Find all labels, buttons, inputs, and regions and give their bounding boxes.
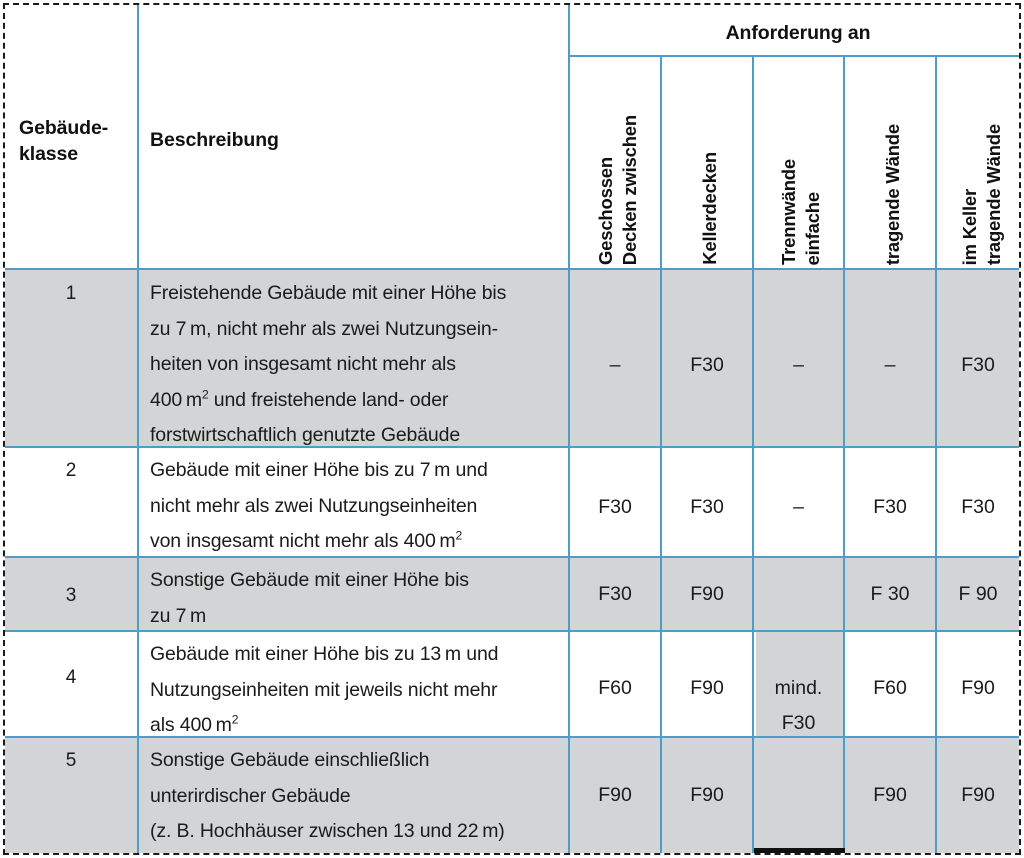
beschreibung-line: Nutzungseinheiten mit jeweils nicht mehr (150, 678, 498, 701)
hrule-under-anforderung-group (568, 55, 1019, 57)
cell-tragende-waende-im-keller-row-2: F30 (961, 496, 995, 518)
column-header-einfache-trennwaende-line2: Trennwände (778, 159, 799, 265)
column-header-beschreibung: Beschreibung (150, 129, 279, 151)
beschreibung-line: (z. B. Hochhäuser zwischen 13 und 22 m) (150, 820, 505, 842)
merged-value-line1: mind. (774, 677, 823, 699)
cell-kellerdecken-row-3: F90 (690, 583, 724, 605)
cell-tragende-waende-im-keller-row-4: F90 (961, 677, 995, 699)
column-header-tragende-waende-im-keller-line2: im Keller (958, 188, 980, 265)
cell-einfache-trennwaende-row-2: – (793, 496, 804, 518)
cell-tragende-waende-row-1: – (884, 354, 896, 376)
cell-einfache-trennwaende-row-1: – (793, 354, 804, 376)
beschreibung-line: als 400 $m^2$ (150, 712, 239, 736)
cell-klasse-row-3: 3 (65, 585, 77, 606)
cell-kellerdecken-row-2: F30 (690, 496, 724, 518)
cell-kellerdecken-row-5: F90 (690, 784, 724, 806)
column-header-decken-zwischen-geschossen-line1: Decken zwischen (618, 114, 640, 265)
column-group-title-anforderung-an: Anforderung an (725, 22, 871, 44)
column-header-gebaeudeklasse-line1: Gebäude- (19, 117, 109, 139)
black-rule-under-trennwaende (754, 848, 845, 853)
column-header-tragende-waende-line1: tragende Wände (881, 123, 903, 265)
column-header-tragende-waende-im-keller-line1: tragende Wände (982, 123, 1004, 265)
beschreibung-line: Gebäude mit einer Höhe bis zu 7 m und (150, 459, 488, 481)
requirements-table (3, 3, 1021, 855)
cell-kellerdecken-row-4: F90 (690, 677, 724, 699)
cell-klasse-row-1: 1 (65, 283, 77, 304)
beschreibung-line: zu 7 m (150, 604, 207, 627)
cell-beschreibung-row-2 (150, 453, 565, 560)
column-header-gebaeudeklasse-line2: klasse (19, 143, 79, 165)
beschreibung-line: Freistehende Gebäude mit einer Höhe bis (150, 282, 507, 304)
beschreibung-line: heiten von insgesamt nicht mehr als (150, 353, 456, 375)
column-header-einfache-trennwaende-line1: einfache (802, 191, 823, 265)
cell-klasse-row-5: 5 (65, 750, 77, 771)
cell-beschreibung-row-1 (150, 276, 560, 454)
column-header-kellerdecken-line1: Kellerdecken (698, 152, 720, 265)
beschreibung-line: von insgesamt nicht mehr als 400 $m^2$ (150, 528, 463, 552)
hrule-under-header (5, 268, 1019, 270)
beschreibung-line: zu 7 m, nicht mehr als zwei Nutzungsein- (150, 317, 498, 340)
beschreibung-line: forstwirtschaftlich genutzte Gebäude (150, 424, 461, 446)
beschreibung-line: nicht mehr als zwei Nutzungseinheiten (150, 494, 478, 517)
vrule-after-trennwaende (843, 55, 845, 853)
beschreibung-line: Sonstige Gebäude einschließlich (150, 749, 430, 771)
cell-klasse-row-4: 4 (65, 667, 77, 688)
column-header-kellerdecken (664, 61, 754, 269)
cell-beschreibung-row-5 (150, 743, 570, 850)
column-header-decken-zwischen-geschossen-line2: Geschossen (594, 156, 616, 265)
cell-decken-zwischen-geschossen-row-3: F30 (598, 583, 632, 605)
cell-einfache-trennwaende-merged (754, 671, 843, 741)
cell-tragende-waende-row-3: F 30 (870, 583, 910, 605)
cell-kellerdecken-row-1: F30 (690, 354, 724, 376)
cell-beschreibung-row-4 (150, 637, 570, 744)
beschreibung-line: Gebäude mit einer Höhe bis zu 13 m und (150, 643, 499, 665)
cell-tragende-waende-im-keller-row-1: F30 (961, 354, 995, 376)
beschreibung-line: 400 $m^2$ und freistehende land- oder (150, 387, 449, 411)
cell-decken-zwischen-geschossen-row-1: – (609, 354, 621, 376)
cell-tragende-waende-im-keller-row-3: F 90 (958, 583, 998, 605)
cell-tragende-waende-row-5: F90 (873, 784, 907, 806)
column-header-tragende-waende (847, 61, 937, 269)
cell-klasse-row-2: 2 (65, 460, 77, 481)
cell-beschreibung-row-3 (150, 563, 565, 634)
vrule-after-decken (660, 55, 662, 853)
column-header-einfache-trennwaende (756, 61, 845, 269)
cell-decken-zwischen-geschossen-row-5: F90 (598, 784, 632, 806)
beschreibung-line: Sonstige Gebäude mit einer Höhe bis (150, 569, 469, 591)
column-header-tragende-waende-im-keller (939, 61, 1023, 269)
cell-decken-zwischen-geschossen-row-2: F30 (598, 496, 632, 518)
column-header-decken-zwischen-geschossen (572, 61, 662, 269)
cell-tragende-waende-row-2: F30 (873, 496, 907, 518)
vrule-after-gebaeudeklasse (137, 5, 139, 853)
beschreibung-line: unterirdischer Gebäude (150, 784, 351, 807)
cell-decken-zwischen-geschossen-row-4: F60 (598, 677, 632, 699)
cell-tragende-waende-im-keller-row-5: F90 (961, 784, 995, 806)
merged-value-line2: F30 (781, 712, 816, 734)
column-header-gebaeudeklasse (19, 115, 137, 167)
cell-tragende-waende-row-4: F60 (873, 677, 907, 699)
vrule-after-tragende-waende (935, 55, 937, 853)
